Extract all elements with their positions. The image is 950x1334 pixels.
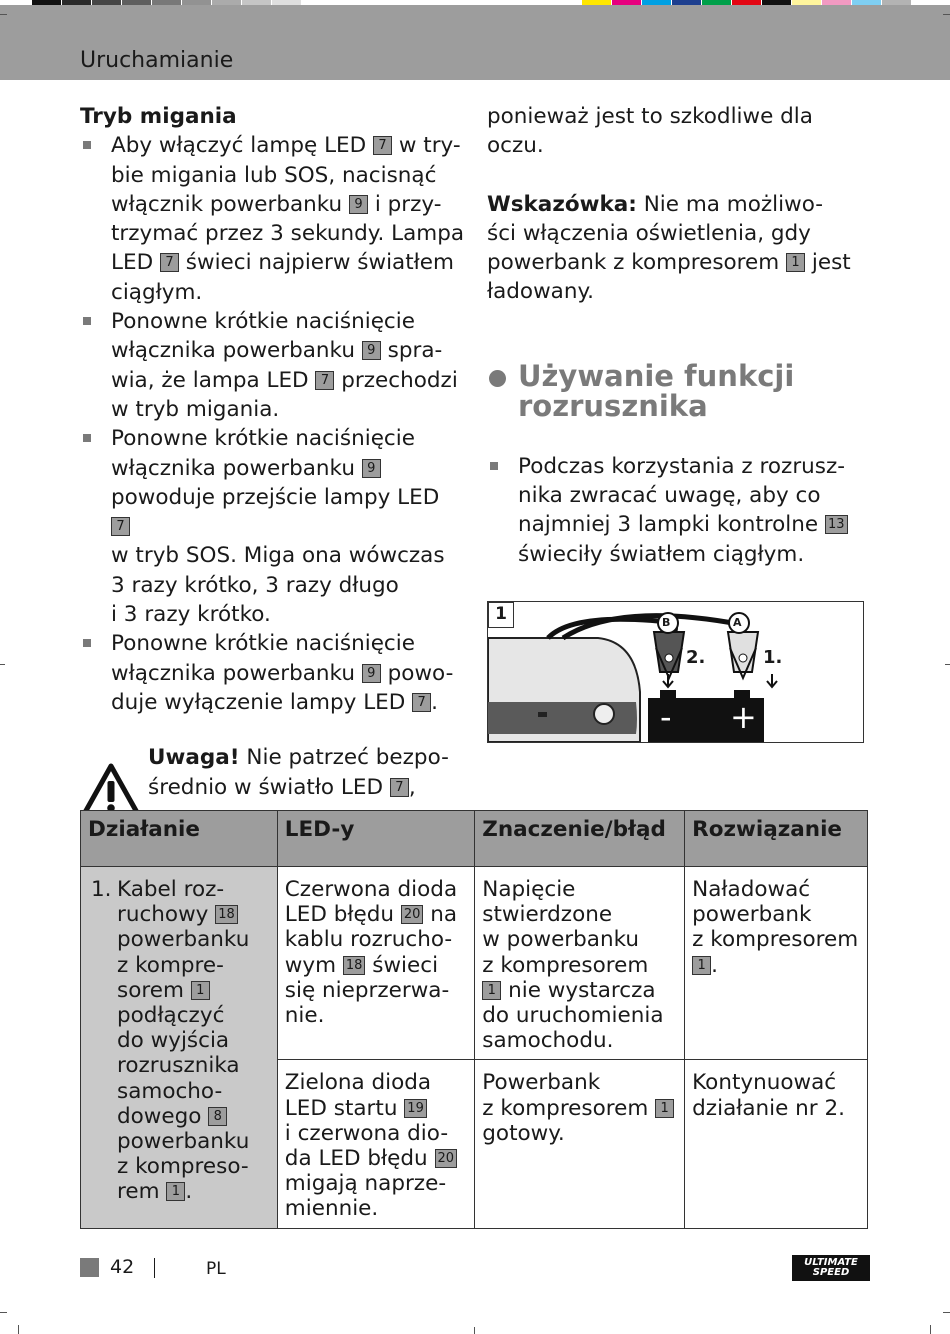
language-code: PL bbox=[206, 1259, 226, 1279]
reference-badge: 9 bbox=[362, 341, 381, 360]
list-item: Ponowne krótkie naciśnięcie włącznika powerbanku 9 powo- duje wyłączenie lampy LED 7 . bbox=[80, 629, 465, 717]
reference-badge: 13 bbox=[825, 515, 848, 534]
led-cell: Zielona dioda LED startu 19 i czerwona dio- da LED błędu 20 migają naprze- miennie. bbox=[277, 1060, 474, 1228]
reference-badge: 1 bbox=[482, 981, 501, 1000]
troubleshooting-table bbox=[80, 810, 868, 1229]
solution-cell: Kontynuować działanie nr 2. bbox=[685, 1060, 868, 1228]
column-header: Rozwiązanie bbox=[685, 811, 868, 867]
table-header-row bbox=[81, 811, 868, 867]
crop-mark bbox=[0, 664, 5, 665]
table-row bbox=[81, 867, 868, 1060]
hint-label: Wskazówka: bbox=[487, 191, 637, 217]
reference-badge: 18 bbox=[343, 956, 366, 975]
warning-label: Uwaga! bbox=[148, 745, 240, 771]
step-2-label: 2. bbox=[686, 647, 706, 668]
clamp-b-label: B bbox=[662, 616, 671, 629]
reference-badge: 18 bbox=[215, 905, 238, 924]
left-column bbox=[80, 102, 465, 802]
jump-starter-illustration bbox=[488, 602, 864, 743]
figure-number: 1 bbox=[488, 602, 514, 628]
right-column bbox=[487, 102, 867, 569]
minus-sign: - bbox=[660, 698, 672, 736]
footer-marker bbox=[80, 1258, 99, 1277]
crop-mark bbox=[943, 14, 950, 15]
step-1-label: 1. bbox=[763, 647, 783, 668]
crop-mark bbox=[0, 1312, 7, 1313]
reference-badge: 7 bbox=[373, 136, 392, 155]
led-cell: Czerwona dioda LED błędu 20 na kablu rozrucho- wym 18 świeci się nieprzerwa- nie. bbox=[277, 867, 474, 1060]
section-heading: Tryb migania bbox=[80, 104, 237, 129]
column-header: Znaczenie/błąd bbox=[475, 811, 685, 867]
solution-cell: Naładować powerbank z kompresorem 1 . bbox=[685, 867, 868, 1060]
reference-badge: 7 bbox=[111, 517, 130, 536]
action-cell: 1. Kabel roz- ruchowy 18 powerbanku z kompre- sorem 1 podłączyć do wyjścia rozrusznika samocho- dowego 8 powerbanku z kompreso- rem 1 . bbox=[81, 867, 278, 1229]
meaning-cell: Napięcie stwierdzone w powerbanku z kompresorem 1 nie wystarcza do uruchomienia samochodu. bbox=[475, 867, 685, 1060]
reference-badge: 9 bbox=[362, 459, 381, 478]
list-item: Ponowne krótkie naciśnięcie włącznika powerbanku 9 spra- wia, że lampa LED 7 przechodzi w tryb migania. bbox=[80, 307, 465, 424]
crop-mark bbox=[930, 1325, 931, 1334]
reference-badge: 7 bbox=[390, 778, 409, 797]
clamp-a-label: A bbox=[733, 616, 742, 629]
figure-jump-starter bbox=[487, 601, 864, 743]
page-number: 42 bbox=[110, 1256, 135, 1278]
page-header-title: Uruchamianie bbox=[80, 48, 234, 73]
reference-badge: 19 bbox=[404, 1099, 427, 1118]
paragraph-continued: ponieważ jest to szkodliwe dla oczu. bbox=[487, 104, 813, 159]
list-item: Podczas korzystania z rozrusz- nika zwracać uwagę, aby co najmniej 3 lampki kontrolne 13 świeciły światłem ciągłym. bbox=[487, 452, 867, 569]
crop-mark bbox=[945, 664, 950, 665]
reference-badge: 9 bbox=[362, 664, 381, 683]
list-item: Aby włączyć lampę LED 7 w try- bie migania lub SOS, nacisnąć włącznik powerbanku 9 i przy- trzymać przez 3 sekundy. Lampa LED 7 świeci najpierw światłem ciągłym. bbox=[80, 131, 465, 307]
section-title: Używanie funkcji rozrusznika bbox=[487, 361, 867, 421]
reference-badge: 1 bbox=[692, 956, 711, 975]
plus-sign: + bbox=[730, 698, 757, 736]
hint-paragraph: Wskazówka: Nie ma możliwo- ści włączenia oświetlenia, gdy powerbank z kompresorem 1 jest ładowany. bbox=[487, 191, 851, 305]
warning-block: Uwaga! Nie patrzeć bezpo- średnio w światło LED 7 , bbox=[80, 743, 465, 802]
reference-badge: 8 bbox=[208, 1107, 227, 1126]
reference-badge: 1 bbox=[166, 1182, 185, 1201]
column-header: LED-y bbox=[277, 811, 474, 867]
column-header: Działanie bbox=[81, 811, 278, 867]
reference-badge: 1 bbox=[786, 253, 805, 272]
reference-badge: 7 bbox=[160, 253, 179, 272]
crop-mark bbox=[943, 1312, 950, 1313]
crop-mark bbox=[474, 1327, 475, 1334]
footer-divider bbox=[154, 1258, 155, 1278]
reference-badge: 20 bbox=[435, 1149, 458, 1168]
reference-badge: 7 bbox=[412, 693, 431, 712]
crop-mark bbox=[0, 14, 7, 15]
reference-badge: 9 bbox=[349, 195, 368, 214]
reference-badge: 1 bbox=[191, 981, 210, 1000]
list-item: Ponowne krótkie naciśnięcie włącznika powerbanku 9 powoduje przejście lampy LED 7 w tryb SOS. Miga ona wówczas 3 razy krótko, 3 razy długo i 3 razy krótko. bbox=[80, 424, 465, 629]
crop-mark bbox=[18, 1325, 19, 1334]
reference-badge: 20 bbox=[401, 905, 424, 924]
brand-logo: ULTIMATE SPEED bbox=[792, 1255, 870, 1281]
reference-badge: 7 bbox=[315, 371, 334, 390]
reference-badge: 1 bbox=[655, 1099, 674, 1118]
meaning-cell: Powerbank z kompresorem 1 gotowy. bbox=[475, 1060, 685, 1228]
